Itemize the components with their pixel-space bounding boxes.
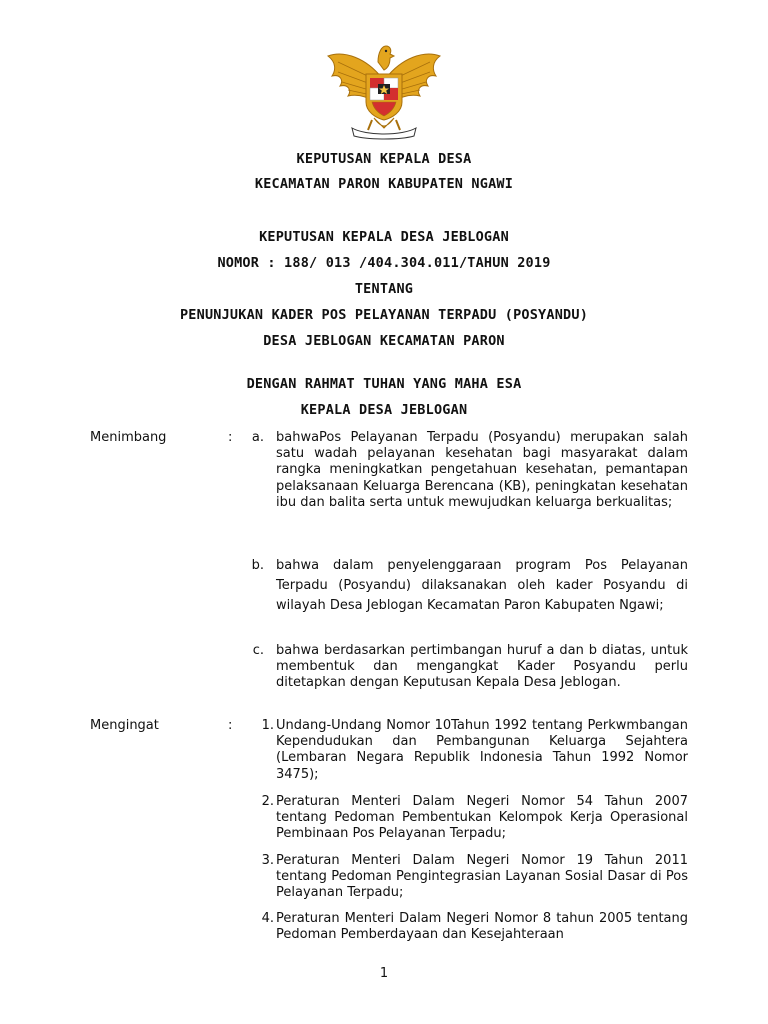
tentang-heading: TENTANG [354, 281, 414, 297]
mengingat-item-1: Undang-Undang Nomor 10Tahun 1992 tentang Perkwmbangan Kependudukan dan Pembangunan Keluarga Sejahtera (Lembaran Negara Republik Indonesia Tahun 1992 Nomor 3475); [276, 718, 688, 782]
subject-line-2: DESA JEBLOGAN KECAMATAN PARON [263, 333, 505, 349]
mengingat-item-4: Peraturan Menteri Dalam Negeri Nomor 8 tahun 2005 tentang Pedoman Pemberdayaan dan Kesejahteraan [276, 911, 688, 943]
authority-line: KEPALA DESA JEBLOGAN [300, 402, 468, 418]
menimbang-marker-c: c. [252, 643, 264, 658]
mengingat-marker-3: 3. [261, 853, 274, 868]
decree-title: KEPUTUSAN KEPALA DESA JEBLOGAN [259, 229, 509, 245]
title-line-1: KEPUTUSAN KEPALA DESA [296, 151, 472, 167]
title-line-2: KECAMATAN PARON KABUPATEN NGAWI [254, 176, 514, 192]
decree-number: NOMOR : 188/ 013 /404.304.011/TAHUN 2019 [217, 255, 551, 271]
menimbang-item-a: bahwaPos Pelayanan Terpadu (Posyandu) merupakan salah satu wadah pelayanan kesehatan bagi masyarakat dalam rangka meningkatkan pengetahuan kesehatan, pemantapan pelaksanaan Keluarga Berencana (KB), peningkatan kesehatan ibu dan balita serta untuk mewujudkan keluarga berkualitas; [276, 430, 688, 510]
mengingat-item-2: Peraturan Menteri Dalam Negeri Nomor 54 Tahun 2007 tentang Pedoman Pembentukan Kelompok Kerja Operasional Pembinaan Pos Pelayanan Terpadu; [276, 794, 688, 842]
mengingat-marker-2: 2. [261, 794, 274, 809]
menimbang-item-c: bahwa berdasarkan pertimbangan huruf a dan b diatas, untuk membentuk dan mengangkat Kader Posyandu perlu ditetapkan dengan Keputusan Kepala Desa Jeblogan. [276, 643, 688, 691]
mengingat-item-3: Peraturan Menteri Dalam Negeri Nomor 19 Tahun 2011 tentang Pedoman Pengintegrasian Layanan Sosial Dasar di Pos Pelayanan Terpadu; [276, 853, 688, 901]
page-number: 1 [379, 966, 389, 981]
subject-line-1: PENUNJUKAN KADER POS PELAYANAN TERPADU (POSYANDU) [179, 307, 589, 323]
mengingat-colon: : [228, 718, 233, 733]
mengingat-marker-1: 1. [261, 718, 274, 733]
mengingat-marker-4: 4. [261, 911, 274, 926]
menimbang-marker-b: b. [251, 558, 264, 573]
garuda-emblem-icon [322, 40, 446, 140]
menimbang-label: Menimbang [90, 430, 167, 445]
menimbang-marker-a: a. [251, 430, 264, 445]
mengingat-label: Mengingat [90, 718, 159, 733]
menimbang-colon: : [228, 430, 233, 445]
invocation-line: DENGAN RAHMAT TUHAN YANG MAHA ESA [246, 376, 522, 392]
menimbang-item-b: bahwa dalam penyelenggaraan program Pos Pelayanan Terpadu (Posyandu) dilaksanakan oleh kader Posyandu di wilayah Desa Jeblogan Kecamatan Paron Kabupaten Ngawi; [276, 558, 688, 613]
